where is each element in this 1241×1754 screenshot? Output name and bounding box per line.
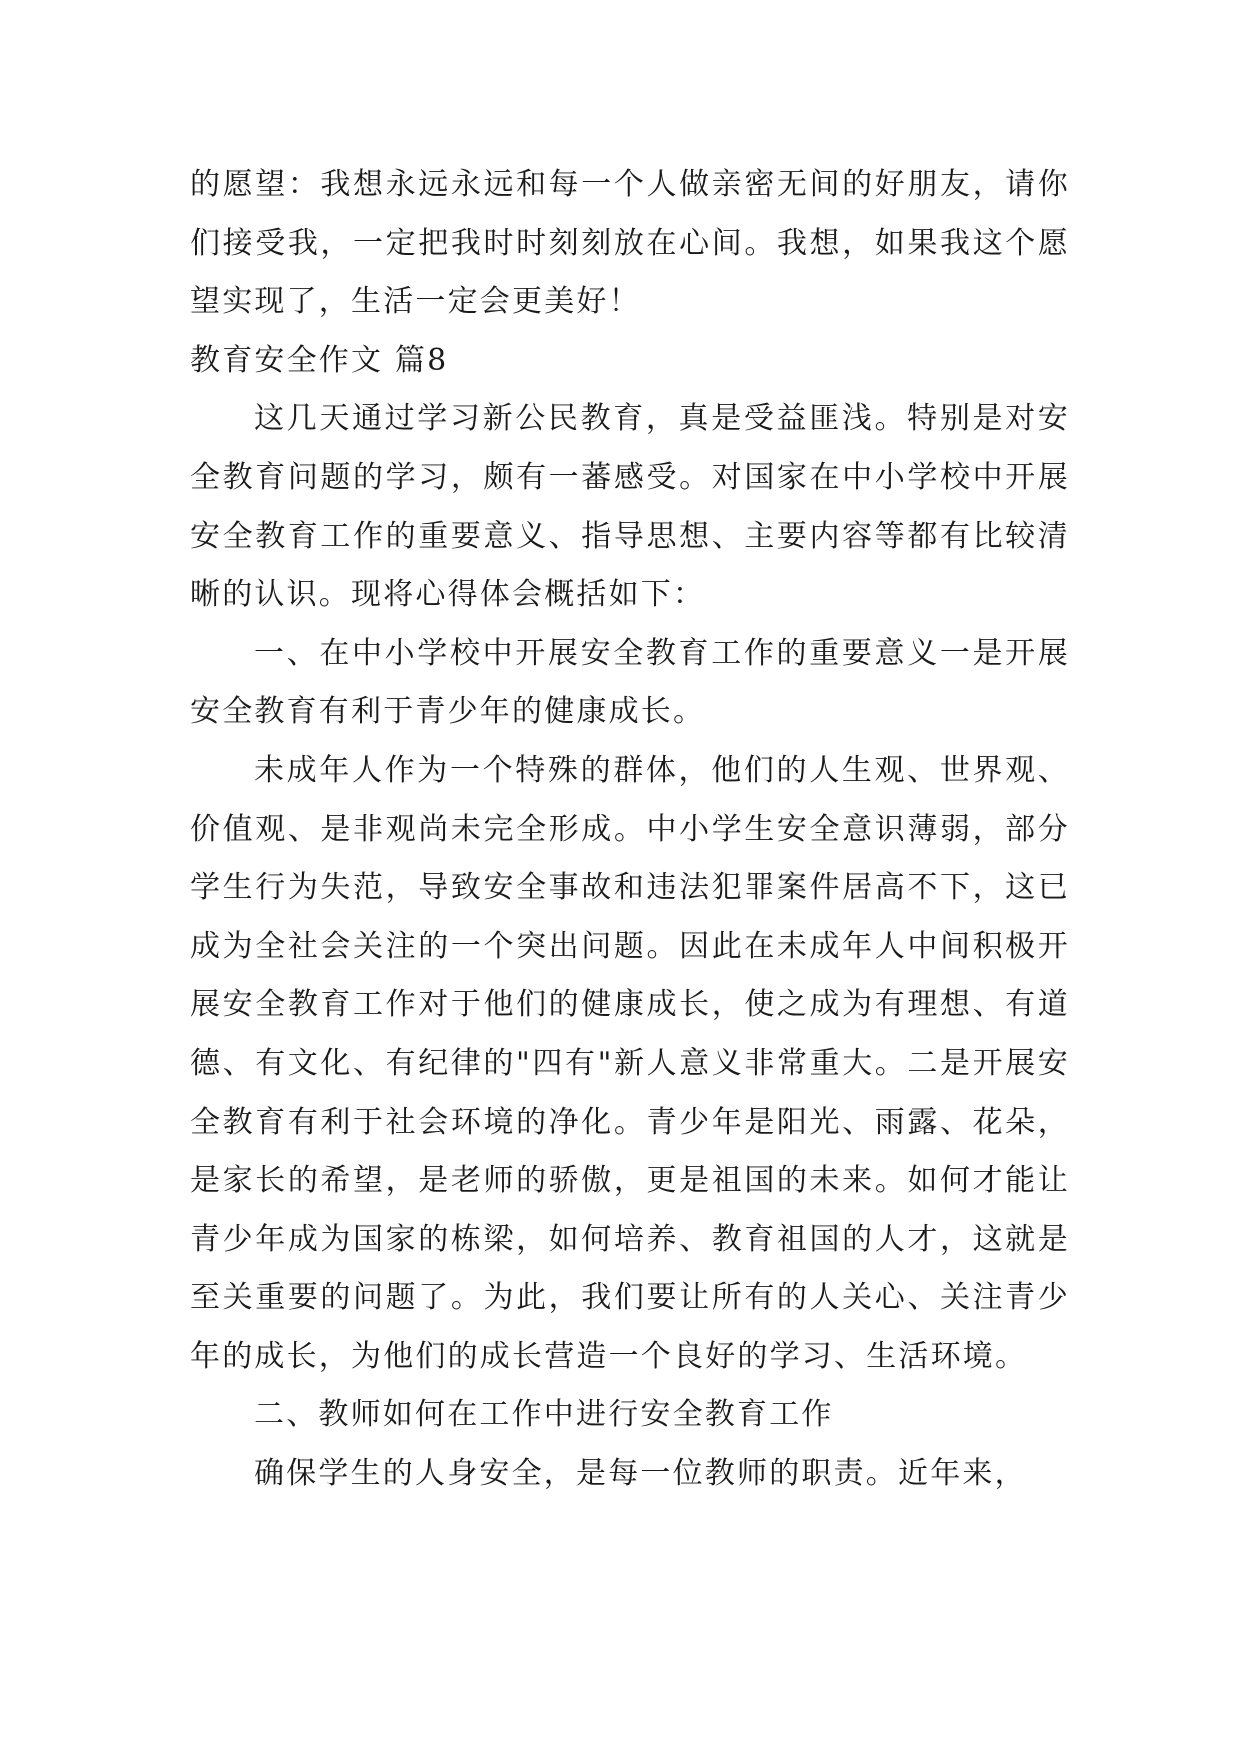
paragraph-minors: 未成年人作为一个特殊的群体，他们的人生观、世界观、价值观、是非观尚未完全形成。中小学生安全意识薄弱，部分学生行为失范，导致安全事故和违法犯罪案件居高不下，这已成为全社会关注的一个突出问题。因此在未成年人中间积极开展安全教育工作对于他们的健康成长，使之成为有理想、有道德、有文化、有纪律的"四有"新人意义非常重大。二是开展安全教育有利于社会环境的净化。青少年是阳光、雨露、花朵，是家长的希望，是老师的骄傲，更是祖国的未来。如何才能让青少年成为国家的栋梁，如何培养、教育祖国的人才，这就是至关重要的问题了。为此，我们要让所有的人关心、关注青少年的成长，为他们的成长营造一个良好的学习、生活环境。 (190, 752, 1070, 1374)
paragraph-intro: 这几天通过学习新公民教育，真是受益匪浅。特别是对安全教育问题的学习，颇有一蕃感受。对国家在中小学校中开展安全教育工作的重要意义、指导思想、主要内容等都有比较清晰的认识。现将心得体会概括如下： (190, 401, 1070, 613)
paragraph-teacher-duty: 确保学生的人身安全，是每一位教师的职责。近年来， (254, 1456, 1027, 1492)
paragraph-point-two: 二、教师如何在工作中进行安全教育工作 (254, 1397, 834, 1433)
paragraph-continuation: 的愿望：我想永远永远和每一个人做亲密无间的好朋友，请你们接受我，一定把我时时刻刻放在心间。我想，如果我这个愿望实现了，生活一定会更美好！ (190, 167, 1070, 320)
paragraph-point-one: 一、在中小学校中开展安全教育工作的重要意义一是开展安全教育有利于青少年的健康成长。 (190, 635, 1070, 730)
section-heading: 教育安全作文 篇8 (190, 342, 449, 378)
document-body (190, 156, 1070, 1504)
